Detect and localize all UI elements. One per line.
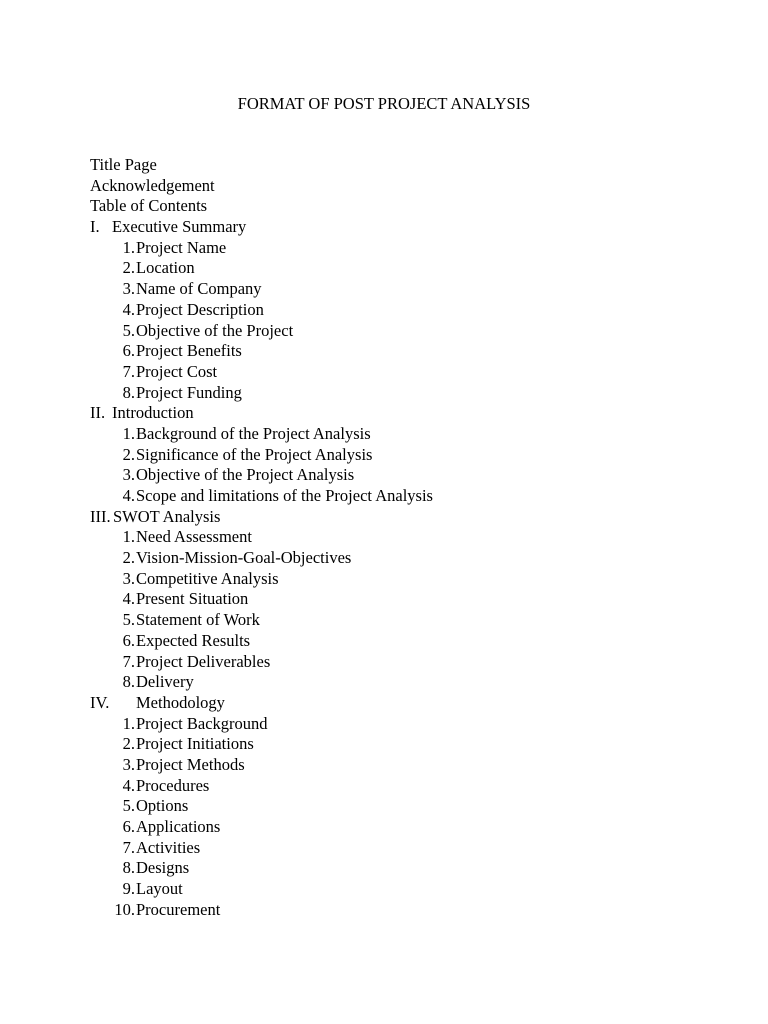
item-label: Options: [136, 796, 189, 816]
item-number: 4.: [122, 299, 135, 319]
list-item: [90, 838, 730, 859]
item-number: 4.: [122, 775, 135, 795]
list-item: [90, 652, 730, 673]
list-item: [90, 672, 730, 693]
item-label: Significance of the Project Analysis: [136, 444, 373, 464]
item-label: Need Assessment: [136, 527, 252, 547]
item-number: 1.: [122, 237, 135, 257]
item-label: Project Initiations: [136, 734, 254, 754]
item-number: 8.: [122, 672, 135, 692]
list-item: [90, 569, 730, 590]
section-label: Executive Summary: [112, 217, 247, 237]
list-item: [90, 631, 730, 652]
section-label: SWOT Analysis: [113, 506, 221, 526]
section-number: IV.: [90, 692, 110, 712]
item-label: Project Funding: [136, 382, 242, 402]
item-label: Activities: [136, 837, 201, 857]
item-label: Location: [136, 258, 195, 278]
item-number: 1.: [122, 527, 135, 547]
item-label: Expected Results: [136, 630, 251, 650]
list-item: [90, 279, 730, 300]
item-number: 2.: [122, 258, 135, 278]
section-number: I.: [90, 217, 100, 237]
list-item: [90, 858, 730, 879]
front-matter-item: [90, 155, 730, 176]
list-item: [90, 258, 730, 279]
front-matter-label: Acknowledgement: [90, 175, 215, 195]
section-heading: [90, 403, 730, 424]
item-label: Competitive Analysis: [136, 568, 279, 588]
item-label: Objective of the Project Analysis: [136, 465, 355, 485]
list-item: [90, 486, 730, 507]
item-number: 2.: [122, 734, 135, 754]
item-number: 1.: [122, 423, 135, 443]
item-number: 3.: [122, 754, 135, 774]
list-item: [90, 465, 730, 486]
list-item: [90, 589, 730, 610]
item-label: Procurement: [136, 899, 221, 919]
item-number: 5.: [122, 610, 135, 630]
item-label: Project Deliverables: [136, 651, 271, 671]
item-label: Project Cost: [136, 361, 218, 381]
item-label: Delivery: [136, 672, 194, 692]
list-item: [90, 238, 730, 259]
section-label: Methodology: [136, 692, 225, 712]
item-label: Project Name: [136, 237, 227, 257]
item-label: Scope and limitations of the Project Analysis: [136, 486, 433, 505]
item-label: Present Situation: [136, 589, 249, 609]
item-label: Designs: [136, 858, 190, 878]
item-number: 7.: [122, 361, 135, 381]
list-item: [90, 300, 730, 321]
list-item: [90, 900, 730, 921]
list-item: [90, 734, 730, 755]
item-number: 3.: [122, 279, 135, 299]
list-item: [90, 445, 730, 466]
section-heading: [90, 693, 730, 714]
list-item: [90, 879, 730, 900]
item-label: Project Description: [136, 299, 264, 319]
item-label: Project Methods: [136, 754, 245, 774]
section-heading: [90, 217, 730, 238]
item-label: Project Benefits: [136, 341, 242, 361]
list-item: [90, 817, 730, 838]
front-matter-label: Title Page: [90, 155, 157, 174]
item-number: 3.: [122, 568, 135, 588]
item-number: 2.: [122, 548, 135, 568]
section-label: Introduction: [112, 403, 194, 423]
item-number: 4.: [122, 589, 135, 609]
list-item: [90, 755, 730, 776]
item-number: 8.: [122, 382, 135, 402]
list-item: [90, 362, 730, 383]
list-item: [90, 714, 730, 735]
item-label: Name of Company: [136, 279, 262, 299]
item-number: 4.: [122, 486, 135, 505]
item-label: Objective of the Project: [136, 320, 294, 340]
list-item: [90, 610, 730, 631]
item-number: 3.: [122, 465, 135, 485]
list-item: [90, 796, 730, 817]
list-item: [90, 341, 730, 362]
item-label: Vision-Mission-Goal-Objectives: [136, 548, 352, 568]
list-item: [90, 776, 730, 797]
item-label: Applications: [136, 817, 221, 836]
document-title: FORMAT OF POST PROJECT ANALYSIS: [237, 94, 531, 113]
item-number: 2.: [122, 444, 135, 464]
item-number: 6.: [122, 817, 135, 836]
item-number: 6.: [122, 341, 135, 361]
front-matter-item: [90, 196, 730, 217]
item-number: 10.: [114, 899, 135, 919]
item-number: 7.: [122, 651, 135, 671]
section-heading: [90, 507, 730, 528]
item-number: 1.: [122, 713, 135, 733]
list-item: [90, 548, 730, 569]
item-label: Background of the Project Analysis: [136, 423, 371, 443]
item-number: 7.: [122, 837, 135, 857]
list-item: [90, 321, 730, 342]
item-label: Statement of Work: [136, 610, 260, 630]
item-number: 8.: [122, 858, 135, 878]
front-matter-label: Table of Contents: [90, 196, 208, 216]
item-label: Procedures: [136, 775, 210, 795]
list-item: [90, 424, 730, 445]
item-number: 6.: [122, 630, 135, 650]
item-label: Layout: [136, 879, 183, 899]
item-number: 5.: [122, 320, 135, 340]
section-number: III.: [90, 506, 111, 526]
item-label: Project Background: [136, 713, 268, 733]
section-number: II.: [90, 403, 106, 423]
item-number: 9.: [122, 879, 135, 899]
item-number: 5.: [122, 796, 135, 816]
outline: [90, 155, 730, 920]
list-item: [90, 527, 730, 548]
front-matter-item: [90, 176, 730, 197]
list-item: [90, 383, 730, 404]
